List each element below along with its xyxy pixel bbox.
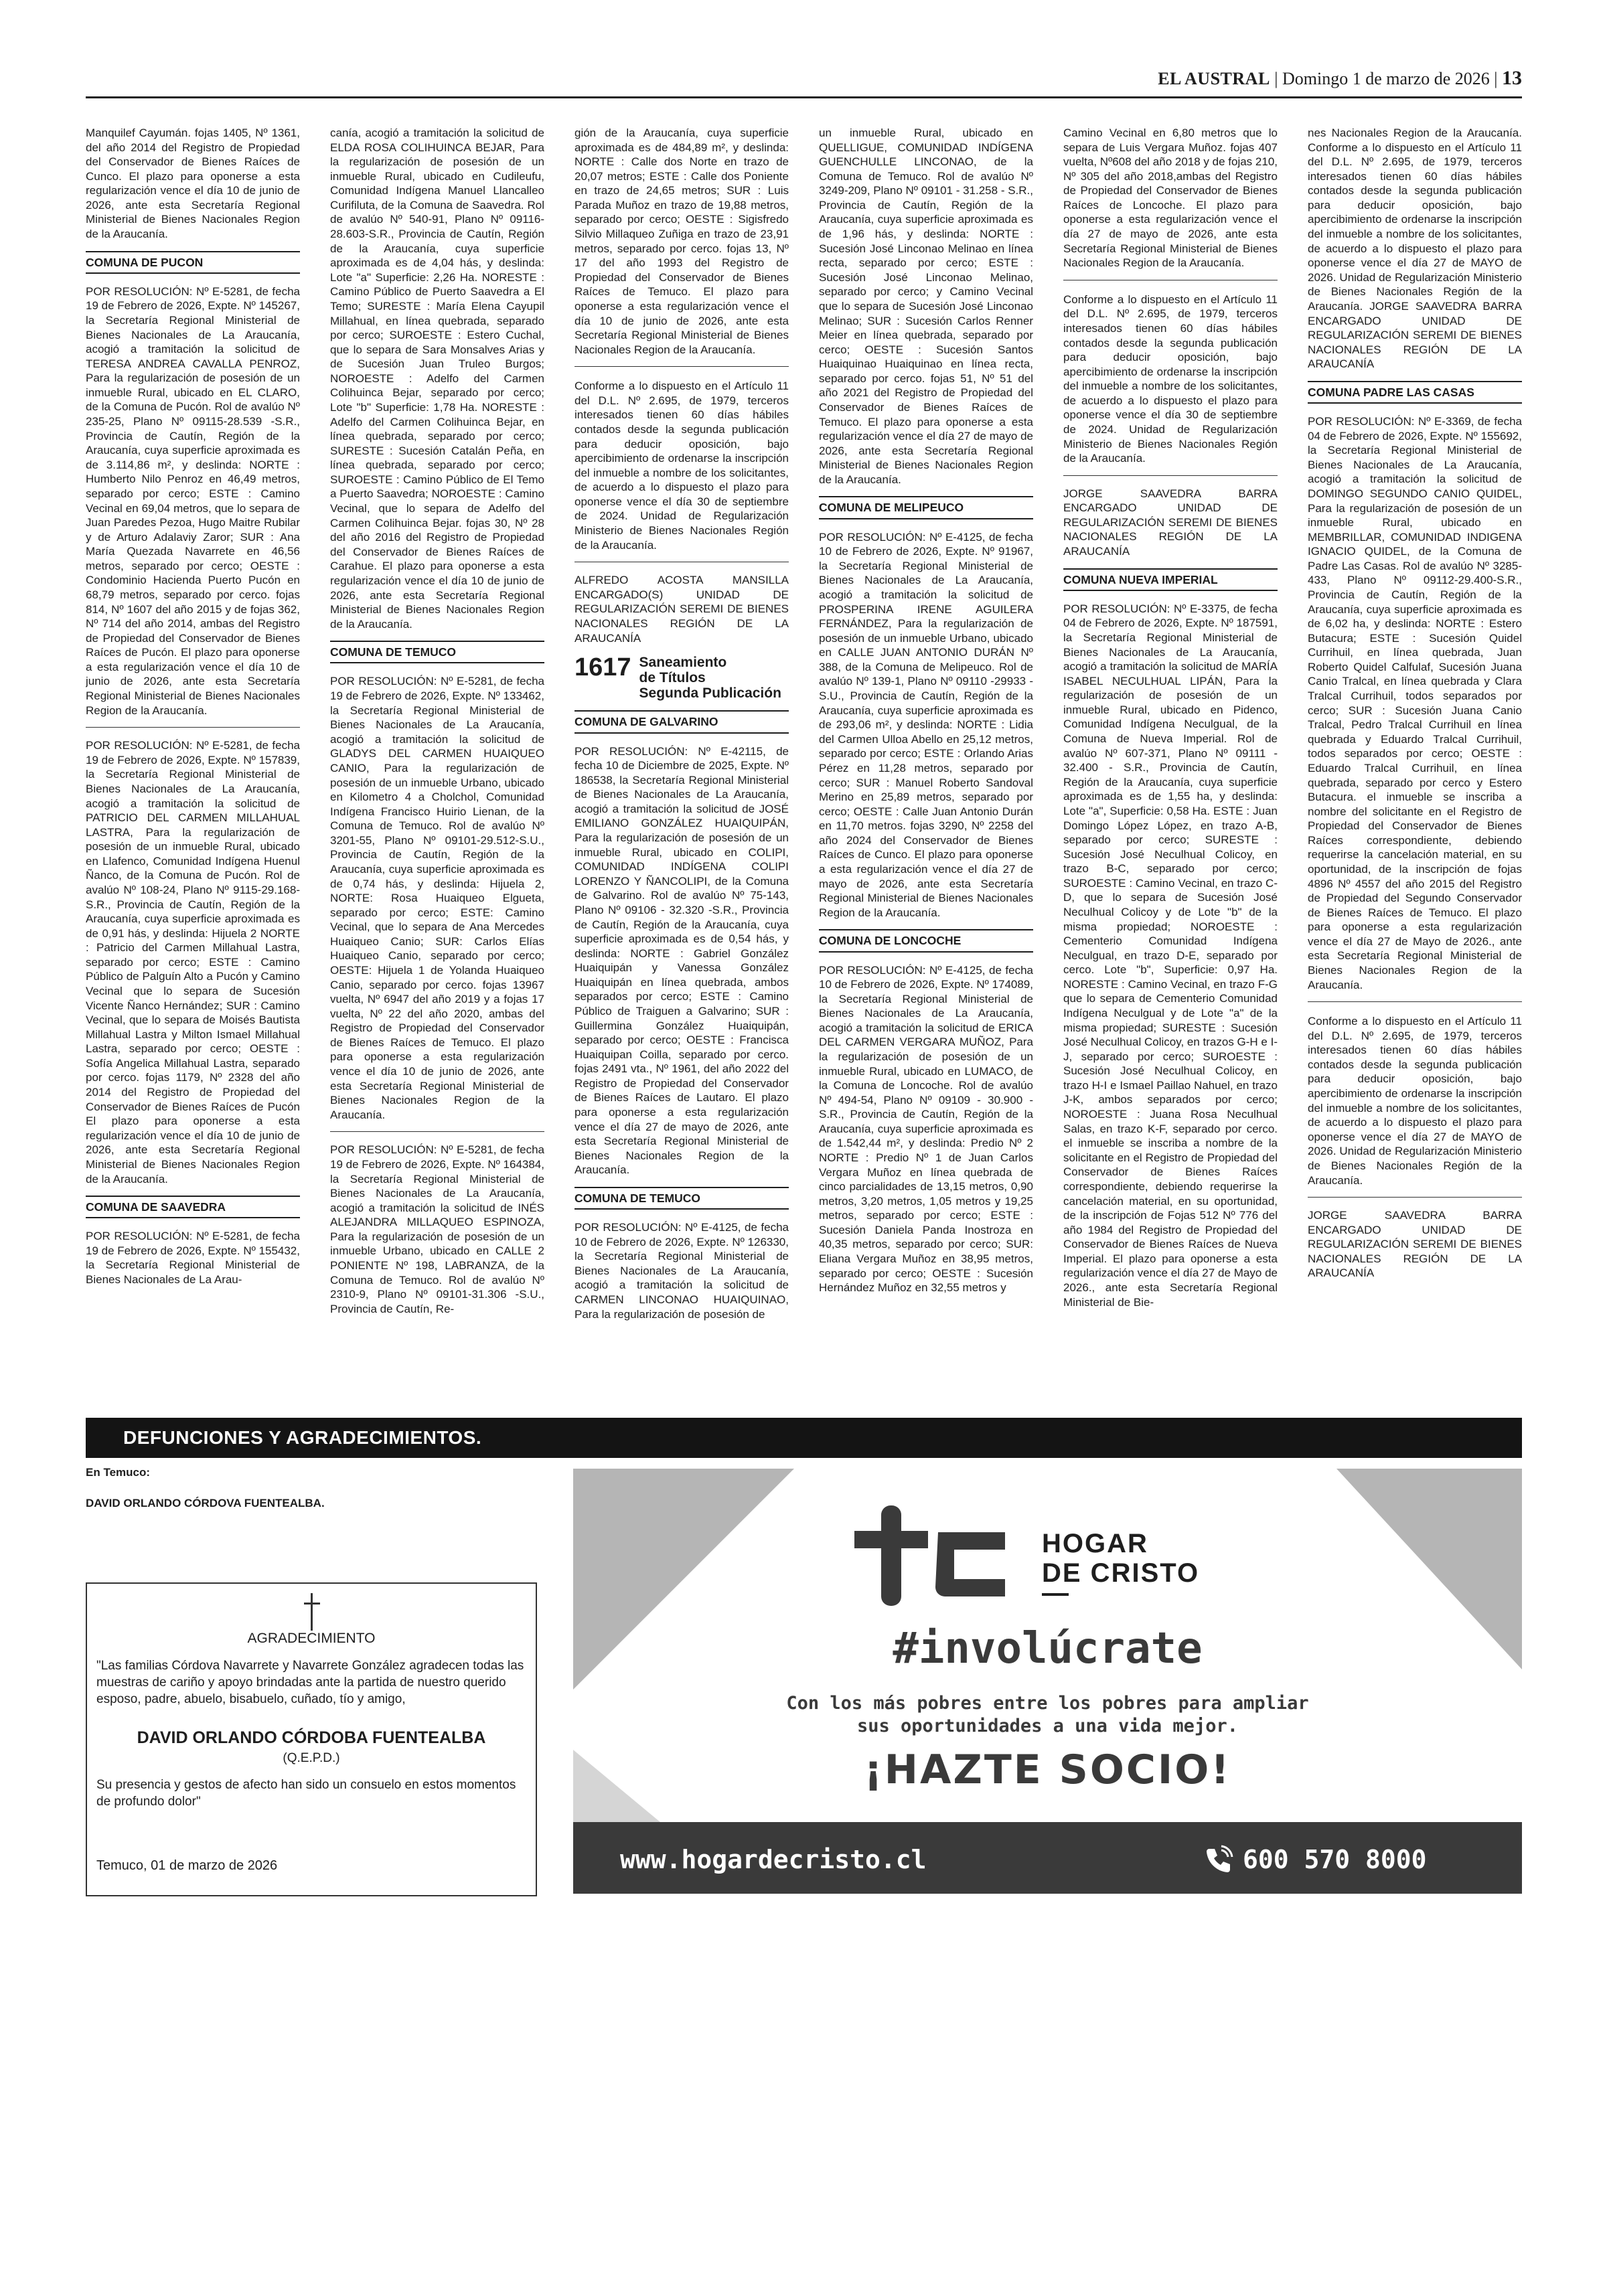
newspaper-name: EL AUSTRAL bbox=[1158, 69, 1270, 88]
publication-title-line: de Títulos bbox=[639, 670, 706, 686]
column-5 bbox=[1063, 126, 1278, 1378]
ad-call-to-action: ¡HAZTE SOCIO! bbox=[864, 1746, 1231, 1793]
column-4 bbox=[819, 126, 1033, 1378]
deaths-section-title: DEFUNCIONES Y AGRADECIMIENTOS. bbox=[123, 1427, 482, 1448]
page-number: 13 bbox=[1502, 67, 1522, 89]
divider bbox=[575, 366, 789, 367]
page-header bbox=[86, 64, 1522, 98]
ad-subtitle-line: sus oportunidades a una vida mejor. bbox=[857, 1715, 1238, 1736]
signature-block: ALFREDO ACOSTA MANSILLA ENCARGADO(S) UNIDAD DE REGULARIZACIÓN SEREMI DE BIENES NACIONALES REGIÓN DE LA ARAUCANÍA bbox=[575, 574, 789, 645]
header-separator: | bbox=[1489, 69, 1502, 88]
notice-paragraph: POR RESOLUCIÓN: Nº E-4125, de fecha 10 de Febrero de 2026, Expte. Nº 91967, la Secretaría Regional Ministerial de Bienes Nacionales de La Araucanía, acogió a tramitación la solicitud de PROSPERINA IRENE AGUILERA FERNÁNDEZ, Para la regularización de posesión de un inmueble Urbano, ubicado en CALLE JUAN ANTONIO DURÁN Nº 388, de la Comuna de Melipeuco. Rol de avalúo Nº 139-1, Plano Nº 09110 -29933 - S.U., Provincia de Cautín, Región de la Araucanía, cuya superficie aproximada es de 293,06 m², y deslinda: NORTE : Lidia del Carmen Ulloa Abello en 25,12 metros, separado por cerco; ESTE : Orlando Arias Pérez en 11,28 metros, separado por cerco; SUR : Manuel Roberto Sandoval Merino en 25,89 metros, separado por cerco; OESTE : Calle Juan Antonio Durán en 11,70 metros. fojas 3290, Nº 2258 del año 2024 del Conservador de Bienes Raíces de Cunco. El plazo para oponerse a esta regularización vence el día 27 de mayo de 2026, ante esta Secretaría Regional Ministerial de Bienes Nacionales Region de la Araucanía. bbox=[819, 530, 1033, 919]
brand-underline bbox=[1042, 1593, 1069, 1597]
ad-brand-line: DE CRISTO bbox=[1042, 1558, 1200, 1588]
notice-closing: Su presencia y gestos de afecto han sido un consuelo en estos momentos de profundo dolor" bbox=[96, 1778, 516, 1809]
divider bbox=[330, 1131, 544, 1132]
ad-subtitle-line: Con los más pobres entre los pobres para ampliar bbox=[786, 1693, 1309, 1714]
notice-title: AGRADECIMIENTO bbox=[247, 1631, 376, 1646]
ad-hashtag: #involúcrate bbox=[893, 1624, 1203, 1673]
signature-block: JORGE SAAVEDRA BARRA ENCARGADO UNIDAD DE REGULARIZACIÓN SEREMI DE BIENES NACIONALES REGIÓN DE LA ARAUCANÍA bbox=[1308, 1209, 1522, 1280]
notice-paragraph: Camino Vecinal en 6,80 metros que lo separa de Luis Vergara Muñoz. fojas 407 vuelta, Nº608 del año 2018 y de fojas 210, Nº 305 del año 2018,ambas del Registro de Propiedad del Conservador de Bienes Raíces de Loncoche. El plazo para oponerse a esta regularización vence el día 27 de mayo de 2026, ante esta Secretaría Regional Ministerial de Bienes Nacionales Region de la Araucanía. bbox=[1063, 127, 1278, 270]
notice-paragraph: POR RESOLUCIÓN: Nº E-3369, de fecha 04 de Febrero de 2026, Expte. Nº 155692, la Secretaría Regional Ministerial de Bienes Nacionales de La Araucanía, acogió a tramitación la solicitud de DOMINGO SEGUNDO CANIO QUIDEL, Para la regularización de posesión de un inmueble Rural, ubicado en MEMBRILLAR, COMUNIDAD INDIGENA IGNACIO QUIDEL, de la Comuna de Padre Las Casas. Rol de avalúo Nº 3285-433, Plano Nº 09112-29.400-S.R., Provincia de Cautín, Región de la Araucanía, cuya superficie aproximada es de 6,02 ha, y deslinda: NORTE : Estero Butacura; ESTE : Sucesión Quidel Currihuil, en línea quebrada, Juan Roberto Quidel Calfulaf, Sucesión Juana Canio Tralcal, en línea quebrada y Clara Tralcal Currihuil, todos separados por cerco; SUR : Sucesión Juana Canio Tralcal, Pedro Tralcal Currihuil en línea quebrada y Eduardo Tralcal Currihuil, todos separados por cerco; OESTE : Eduardo Tralcal Currihuil, en línea quebrada, separado por cerco y Estero Butacura. el inmueble se inscriba a nombre del solicitante en el Registro de Propiedad del Conservador de Bienes Raíces correspondiente, debiendo requerirse la cancelación material, en su oportunidad, de la inscripción de fojas 4896 Nº 4557 del año 2015 del Registro de Propiedad del Segundo Conservador de Bienes Raíces de Temuco. El plazo para oponerse a esta regularización vence el día 27 de Mayo de 2026., ante esta Secretaría Regional Ministerial de Bienes Nacionales Region de la Araucanía. bbox=[1308, 415, 1522, 991]
notice-paragraph: POR RESOLUCIÓN: Nº E-5281, de fecha 19 de Febrero de 2026, Expte. Nº 133462, la Secretaría Regional Ministerial de Bienes Nacionales de La Araucanía, acogió a tramitación la solicitud de GLADYS DEL CARMEN HUAIQUEO CANIO, Para la regularización de posesión de un inmueble Urbano, ubicado en Kilometro 4 a Cholchol, Comunidad Indígena Francisco Huirio Lienan, de la Comuna de Temuco. Rol de avalúo Nº 3201-55, Plano Nº 09101-29.512-S.U., Provincia de Cautín, Región de la Araucanía, cuya superficie aproximada es de 0,74 hás, y deslinda: Hijuela 2, NORTE: Rosa Huaiqueo Elgueta, separado por cerco; ESTE: Camino Vecinal, que lo separa de Ana Mercedes Huaiqueo Canio; SUR: Carlos Elías Huaiqueo Canio, separado por cerco; OESTE: Hijuela 1 de Yolanda Huaiqueo Canio, separado por cerco. fojas 13967 vuelta, Nº 6947 del año 2019 y a fojas 17 vuelta, Nº 22 del año 2020, ambas del Registro de Propiedad del Conservador de Bienes Raíces de Temuco. El plazo para oponerse a esta regularización vence el día 10 de junio de 2026, ante esta Secretaría Regional Ministerial de Bienes Nacionales Region de la Araucanía. bbox=[330, 675, 544, 1121]
publication-title bbox=[639, 655, 781, 701]
ad-brand-line: HOGAR bbox=[1042, 1529, 1148, 1558]
header-line bbox=[1158, 67, 1522, 90]
column-3 bbox=[575, 126, 789, 1378]
divider bbox=[1063, 475, 1278, 476]
deaths-section-bar bbox=[86, 1418, 1522, 1458]
publication-number: 1617 bbox=[575, 653, 631, 682]
notice-paragraph: nes Nacionales Region de la Araucanía. Conforme a lo dispuesto en el Artículo 11 del D.L. Nº 2.695, de 1979, terceros interesados tienen 60 días hábiles contados desde la segunda publicación para deducir oposición, bajo apercibimiento de ordenarse la inscripción del inmueble a nombre de los solicitantes, de acuerdo a lo dispuesto el plazo para oponerse vence el día 27 de MAYO de 2026. Unidad de Regularización Ministerio de Bienes Nacionales Región de la Araucanía. JORGE SAAVEDRA BARRA ENCARGADO UNIDAD DE REGULARIZACIÓN SEREMI DE BIENES NACIONALES REGIÓN DE LA ARAUCANÍA bbox=[1308, 127, 1522, 371]
issue-date: Domingo 1 de marzo de 2026 bbox=[1282, 69, 1490, 88]
gratitude-notice bbox=[86, 1582, 537, 1896]
ad-footer bbox=[573, 1822, 1522, 1894]
phone-icon bbox=[1203, 1845, 1233, 1876]
comuna-heading: COMUNA DE TEMUCO bbox=[330, 641, 544, 663]
divider bbox=[1308, 1197, 1522, 1198]
publication-label bbox=[575, 655, 789, 701]
ad-phone-number: 600 570 8000 bbox=[1243, 1845, 1427, 1874]
column-6 bbox=[1308, 126, 1522, 1378]
notice-paragraph: POR RESOLUCIÓN: Nº E-42115, de fecha 10 de Diciembre de 2025, Expte. Nº 186538, la Secretaría Regional Ministerial de Bienes Nacionales de La Araucanía, acogió a tramitación la solicitud de JOSÉ EMILIANO GONZÁLEZ HUAIQUIPÁN, Para la regularización de posesión de un inmueble Rural, ubicado en COLIPI, COMUNIDAD INDÍGENA COLIPI LORENZO Y ÑANCOLIPI, de la Comuna de Galvarino. Rol de avalúo Nº 75-143, Plano Nº 09106 - 32.320 -S.R., Provincia de Cautín, Región de la Araucanía, cuya superficie aproximada es de 0,54 hás, y deslinda: NORTE : Gabriel González Huaiquipán y Vanessa González Huaiquipán en línea quebrada, ambos separados por cerco; ESTE : Camino Público de Traiguen a Galvarino; SUR : Guillermina González Huaiquipán, separado por cerco; OESTE : Francisca Huaiquipan Coilla, separado por cerco. fojas 2491 vta., Nº 1961, del año 2022 del Registro de Propiedad del Conservador de Bienes Raíces de Lautaro. El plazo para oponerse a esta regularización vence el día 27 de mayo de 2026, ante esta Secretaría Regional Ministerial de Bienes Nacionales Region de la Araucanía. bbox=[575, 744, 789, 1177]
comuna-heading: COMUNA DE MELIPEUCO bbox=[819, 496, 1033, 519]
notice-paragraph: un inmueble Rural, ubicado en QUELLIGUE, COMUNIDAD INDÍGENA GUENCHULLE LINCONAO, de la Comuna de Temuco. Rol de avalúo Nº 3249-209, Plano Nº 09101 - 31.258 - S.R., Provincia de Cautín, Región de la Araucanía, cuya superficie aproximada es de 1,96 hás, y deslinda: NORTE : Sucesión José Linconao Melinao en línea recta, separado por cerco; ESTE : Sucesión José Linconao Melinao, separado por cerco; y Camino Vecinal que lo separa de Sucesión José Linconao Melinao; SUR : Sucesión Carlos Renner Meier en línea quebrada, separado por cerco; OESTE : Sucesión Santos Huaiquinao Huaiquinao en línea recta, separado por cerco. fojas 51, Nº 51 del año 2021 del Registro de Propiedad del Conservador de Bienes Raíces de Temuco. El plazo para oponerse a esta regularización vence el día 27 de mayo de 2026, ante esta Secretaría Regional Ministerial de Bienes Nacionales Region de la Araucanía. bbox=[819, 127, 1033, 486]
ad-subtitle bbox=[573, 1692, 1522, 1738]
signature-block: JORGE SAAVEDRA BARRA ENCARGADO UNIDAD DE REGULARIZACIÓN SEREMI DE BIENES NACIONALES REGIÓN DE LA ARAUCANÍA bbox=[1063, 487, 1278, 558]
notice-paragraph: POR RESOLUCIÓN: Nº E-4125, de fecha 10 de Febrero de 2026, Expte. Nº 174089, la Secretaría Regional Ministerial de Bienes Nacionales de La Araucanía, acogió a tramitación la solicitud de ERICA DEL CARMEN VERGARA MUÑOZ, Para la regularización de posesión de un inmueble Rural, ubicado en LUMACO, de la Comuna de Loncoche. Rol de avalúo Nº 494-54, Plano Nº 09109 - 30.900 - S.R., Provincia de Cautín, Región de la Araucanía, cuya superficie aproximada es de 1.542,44 m², y deslinda: Predio Nº 2 NORTE : Predio Nº 1 de Juan Carlos Vergara Muñoz en línea quebrada de cinco parcialidades de 13,15 metros, 0,90 metros, 3,20 metros, 1,05 metros y 19,25 metros, separado por cerco; ESTE : Sucesión Daniela Panda Inostroza en 40,35 metros, separado por cerco; SUR: Eliana Vergara Muñoz en 38,95 metros, separado por cerco; OESTE : Sucesión Hernández Muñoz en 32,55 metros y bbox=[819, 963, 1033, 1295]
column-1 bbox=[86, 126, 300, 1378]
notice-paragraph: POR RESOLUCIÓN: Nº E-5281, de fecha 19 de Febrero de 2026, Expte. Nº 145267, la Secretaría Regional Ministerial de Bienes Nacionales de La Araucanía, acogió a tramitación la solicitud de TERESA ANDREA CAVALLA PENROZ, Para la regularización de posesión de un inmueble Rural, ubicado en EL CLARO, de la Comuna de Pucón. Rol de avalúo Nº 235-25, Plano Nº 09115-28.539 -S.R., Provincia de Cautín, Región de la Araucanía, cuya superficie aproximada es de 3.114,86 m², y deslinda: NORTE : Humberto Nilo Penroz en 46,49 metros, separado por cerco; ESTE : Camino Vecinal en 69,04 metros, que lo separa de Juan Paredes Pezoa, Hugo Maitre Rubilar y de Arturo Adalaviy Zaror; SUR : Ana María Quezada Navarrete en 46,56 metros, separado por cerco; OESTE : Condominio Hacienda Puerto Pucón en 68,79 metros, separado por cerco. fojas 814, Nº 1607 del año 2015 y de fojas 362, Nº 714 del año 2014, ambas del Registro de Propiedad del Conservador de Bienes Raíces de Pucón. El plazo para oponerse a esta regularización vence el día 10 de junio de 2026, ante esta Secretaría Regional Ministerial de Bienes Nacionales Region de la Araucanía. bbox=[86, 284, 300, 717]
notice-paragraph: POR RESOLUCIÓN: Nº E-4125, de fecha 10 de Febrero de 2026, Expte. Nº 126330, la Secretaría Regional Ministerial de Bienes Nacionales de La Araucanía, acogió a tramitación la solicitud de CARMEN LINCONAO HUAIQUINAO, Para la regularización de posesión de bbox=[575, 1221, 789, 1321]
comuna-heading: COMUNA DE PUCON bbox=[86, 251, 300, 274]
divider bbox=[1308, 1001, 1522, 1002]
ad-website: www.hogardecristo.cl bbox=[620, 1845, 927, 1874]
divider bbox=[86, 727, 300, 728]
publication-title-line: Saneamiento bbox=[639, 655, 727, 671]
publication-title-line: Segunda Publicación bbox=[639, 685, 781, 702]
deceased-name: DAVID ORLANDO CÓRDOVA FUENTEALBA. bbox=[86, 1497, 325, 1509]
notice-paragraph: POR RESOLUCIÓN: Nº E-5281, de fecha 19 de Febrero de 2026, Expte. Nº 164384, la Secretaría Regional Ministerial de Bienes Nacionales de La Araucanía, acogió a tramitación la solicitud de INÉS ALEJANDRA MILLAQUEO ESPINOZA, Para la regularización de posesión de un inmueble Urbano, ubicado en CALLE 2 PONIENTE Nº 198, LABRANZA, de la Comuna de Temuco. Rol de avalúo Nº 2310-9, Plano Nº 09101-31.306 -S.U., Provincia de Cautín, Re- bbox=[330, 1143, 544, 1315]
legal-notices bbox=[86, 126, 1522, 1378]
column-2 bbox=[330, 126, 544, 1378]
comuna-heading: COMUNA DE LONCOCHE bbox=[819, 929, 1033, 952]
conforme-paragraph: Conforme a lo dispuesto en el Artículo 11 del D.L. Nº 2.695, de 1979, terceros interesados tienen 60 días hábiles contados desde la segunda publicación para deducir oposición, bajo apercibimiento de ordenarse la inscripción del inmueble a nombre de los solicitantes, de acuerdo a lo dispuesto el plazo para oponerse vence el día 30 de septiembre de 2024. Unidad de Regularización Ministerio de Bienes Nacionales Región de la Araucanía. bbox=[1063, 293, 1278, 465]
cross-icon bbox=[299, 1593, 325, 1631]
notice-paragraph: POR RESOLUCIÓN: Nº E-5281, de fecha 19 de Febrero de 2026, Expte. Nº 155432, la Secretaría Regional Ministerial de Bienes Nacionales de La Arau- bbox=[86, 1230, 300, 1287]
notice-date: Temuco, 01 de marzo de 2026 bbox=[96, 1858, 278, 1873]
comuna-heading: COMUNA DE TEMUCO bbox=[575, 1187, 789, 1210]
deaths-city: En Temuco: bbox=[86, 1466, 151, 1479]
notice-paragraph: canía, acogió a tramitación la solicitud de ELDA ROSA COLIHUINCA BEJAR, Para la regularización de posesión de un inmueble Rural, ubicado en Cudileufu, Comunidad Indígena Manuel Llancalleo Curifiluta, de la Comuna de Saavedra. Rol de avalúo Nº 540-91, Plano Nº 09116-28.603-S.R., Provincia de Cautín, Región de la Araucanía, cuya superficie aproximada es de 4,04 hás, y deslinda: Lote "a" Superficie: 2,26 Ha. NORESTE : Camino Público de Puerto Saavedra a El Temo; SURESTE : María Elena Cayupil Millahual, en línea quebrada, separado por cerco; SUROESTE : Estero Cuchal, que lo separa de Sara Monsalves Arias y de Sucesión Juan Truleo Burgos; NOROESTE : Adelfo del Carmen Colihuinca Bejar, separado por cerco; Lote "b" Superficie: 1,78 Ha. NORESTE : Adelfo del Carmen Colihuinca Bejar, en línea quebrada, separado por cerco; SURESTE : Sucesión Catalán Peña, en línea quebrada, separado por cerco; SUROESTE : Camino Público de El Temo a Puerto Saavedra; NOROESTE : Camino Vecinal, que lo separa de Adelfo del Carmen Colihuinca Bejar. fojas 30, Nº 28 del año 2016 del Registro de Propiedad del Conservador de Bienes Raíces de Carahue. El plazo para oponerse a esta regularización vence el día 10 de junio de 2026, ante esta Secretaría Regional Ministerial de Bienes Nacionales Region de la Araucanía. bbox=[330, 127, 544, 631]
comuna-heading: COMUNA DE GALVARINO bbox=[575, 710, 789, 733]
conforme-paragraph: Conforme a lo dispuesto en el Artículo 11 del D.L. Nº 2.695, de 1979, terceros interesados tienen 60 días hábiles contados desde la segunda publicación para deducir oposición, bajo apercibimiento de ordenarse la inscripción del inmueble a nombre de los solicitantes, de acuerdo a lo dispuesto el plazo para oponerse vence el día 30 de septiembre de 2024. Unidad de Regularización Ministerio de Bienes Nacionales Región de la Araucanía. bbox=[575, 380, 789, 552]
conforme-paragraph: Conforme a lo dispuesto en el Artículo 11 del D.L. Nº 2.695, de 1979, terceros interesados tienen 60 días hábiles contados desde la segunda publicación para deducir oposición, bajo apercibimiento de ordenarse la inscripción del inmueble a nombre de los solicitantes, de acuerdo a lo dispuesto el plazo para oponerse vence el día 27 de MAYO de 2026. Unidad de Regularización Ministerio de Bienes Nacionales Región de la Araucanía. bbox=[1308, 1015, 1522, 1187]
hogar-de-cristo-logo-icon bbox=[854, 1505, 1015, 1606]
header-separator: | bbox=[1270, 69, 1283, 88]
notice-paragraph: Manquilef Cayumán. fojas 1405, Nº 1361, del año 2014 del Registro de Propiedad del Conservador de Bienes Raíces de Cunco. El plazo para oponerse a esta regularización vence el día 10 de junio de 2026, ante esta Secretaría Regional Ministerial de Bienes Nacionales Region de la Araucanía. bbox=[86, 127, 300, 241]
notice-paragraph: gión de la Araucanía, cuya superficie aproximada es de 484,89 m², y deslinda: NORTE : Calle dos Norte en trazo de 20,07 metros; ESTE : Calle dos Poniente en trazo de 24,65 metros; SUR : Luis Parada Muñoz en trazo de 19,88 metros, separado por cerco; OESTE : Sigisfredo Silvio Millaqueo Zuñiga en trazo de 23,91 metros, separado por cerco. fojas 13, Nº 17 del año 1993 del Registro de Propiedad del Conservador de Bienes Raíces de Temuco. El plazo para oponerse a esta regularización vence el día 10 de junio de 2026, ante esta Secretaría Regional Ministerial de Bienes Nacionales Region de la Araucanía. bbox=[575, 127, 789, 356]
notice-paragraph: POR RESOLUCIÓN: Nº E-5281, de fecha 19 de Febrero de 2026, Expte. Nº 157839, la Secretaría Regional Ministerial de Bienes Nacionales de La Araucanía, acogió a tramitación la solicitud de PATRICIO DEL CARMEN MILLAHUAL LASTRA, Para la regularización de posesión de un inmueble Rural, ubicado en Llafenco, Comunidad Indígena Huenul Ñanco, de la Comuna de Pucón. Rol de avalúo Nº 108-24, Plano Nº 9115-29.168-S.R., Provincia de Cautín, Región de la Araucanía, cuya superficie aproximada es de 0,91 hás, y deslinda: Hijuela 2 NORTE : Patricio del Carmen Millahual Lastra, separado por cerco; ESTE : Camino Público de Palguín Alto a Pucón y Camino Vecinal que lo separa de Sucesión Vicente Ñanco Hernández; SUR : Camino Vecinal, que lo separa de Moisés Bautista Millahual Lastra y Milton Ismael Millahual Lastra, separado por cerco; OESTE : Sofía Angelica Millahual Lastra, separado por cerco. fojas 1179, Nº 2328 del año 2014 del Registro de Propiedad del Conservador de Bienes Raíces de Pucón El plazo para oponerse a esta regularización vence el día 10 de junio de 2026, ante esta Secretaría Regional Ministerial de Bienes Nacionales Region de la Araucanía. bbox=[86, 739, 300, 1185]
notice-deceased-name: DAVID ORLANDO CÓRDOBA FUENTEALBA bbox=[137, 1728, 486, 1747]
notice-paragraph: POR RESOLUCIÓN: Nº E-3375, de fecha 04 de Febrero de 2026, Expte. Nº 187591, la Secretaría Regional Ministerial de Bienes Nacionales de La Araucanía, acogió a tramitación la solicitud de MARÍA ISABEL NECULHUAL LIPÁN, Para la regularización de posesión de un inmueble Rural, ubicado en Pidenco, Comunidad Indígena Neculgual, de la Comuna de Nueva Imperial. Rol de avalúo Nº 607-371, Plano Nº 09111 - 32.400 - S.R., Provincia de Cautín, Región de la Araucanía, cuya superficie aproximada es de 1,55 ha, y deslinda: Lote "a", Superficie: 0,58 Ha. ESTE : Juan Domingo López López, en trazo A-B, separado por cerco; SURESTE : Sucesión José Neculhual Colicoy, en trazo B-C, separado por cerco; SUROESTE : Camino Vecinal, en trazo C-D, que lo separa de Sucesión José Neculhual Colicoy y de Lote "b" de la misma propiedad; NOROESTE : Cementerio Comunidad Indígena Neculgual, en trazo D-E, separado por cerco. Lote "b", Superficie: 0,97 Ha. NORESTE : Camino Vecinal, en trazo F-G que lo separa de Cementerio Comunidad Indígena Neculgual y de Lote "a" de la misma propiedad; SURESTE : Sucesión José Neculhual Colicoy, en trazos G-H e I-J, separado por cerco; SUROESTE : Sucesión José Neculhual Colicoy, en trazo H-I e Ismael Paillao Nahuel, en trazo J-K, ambos separados por cerco; NOROESTE : Juana Rosa Neculhual Salas, en trazo K-F, separado por cerco. el inmueble se inscriba a nombre de la solicitante en el Registro de Propiedad del Conservador de Bienes Raíces correspondiente, debiendo requerirse la cancelación material, en su oportunidad, de la inscripción de Fojas 512 Nº 776 del año 1984 del Registro de Propiedad del Conservador de Bienes Raíces de Nueva Imperial. El plazo para oponerse a esta regularización vence el día 27 de Mayo de 2026., ante esta Secretaría Regional Ministerial de Bie- bbox=[1063, 602, 1278, 1309]
comuna-heading: COMUNA PADRE LAS CASAS bbox=[1308, 381, 1522, 404]
comuna-heading: COMUNA NUEVA IMPERIAL bbox=[1063, 568, 1278, 591]
notice-qepd: (Q.E.P.D.) bbox=[283, 1751, 340, 1765]
comuna-heading: COMUNA DE SAAVEDRA bbox=[86, 1196, 300, 1218]
notice-body: "Las familias Córdova Navarrete y Navarrete González agradecen todas las muestras de cariño y apoyo brindadas ante la partida de nuestro querido esposo, padre, abuelo, bisabuelo, cuñado, tío y amigo, bbox=[96, 1659, 524, 1707]
hogar-de-cristo-ad bbox=[573, 1469, 1522, 1894]
